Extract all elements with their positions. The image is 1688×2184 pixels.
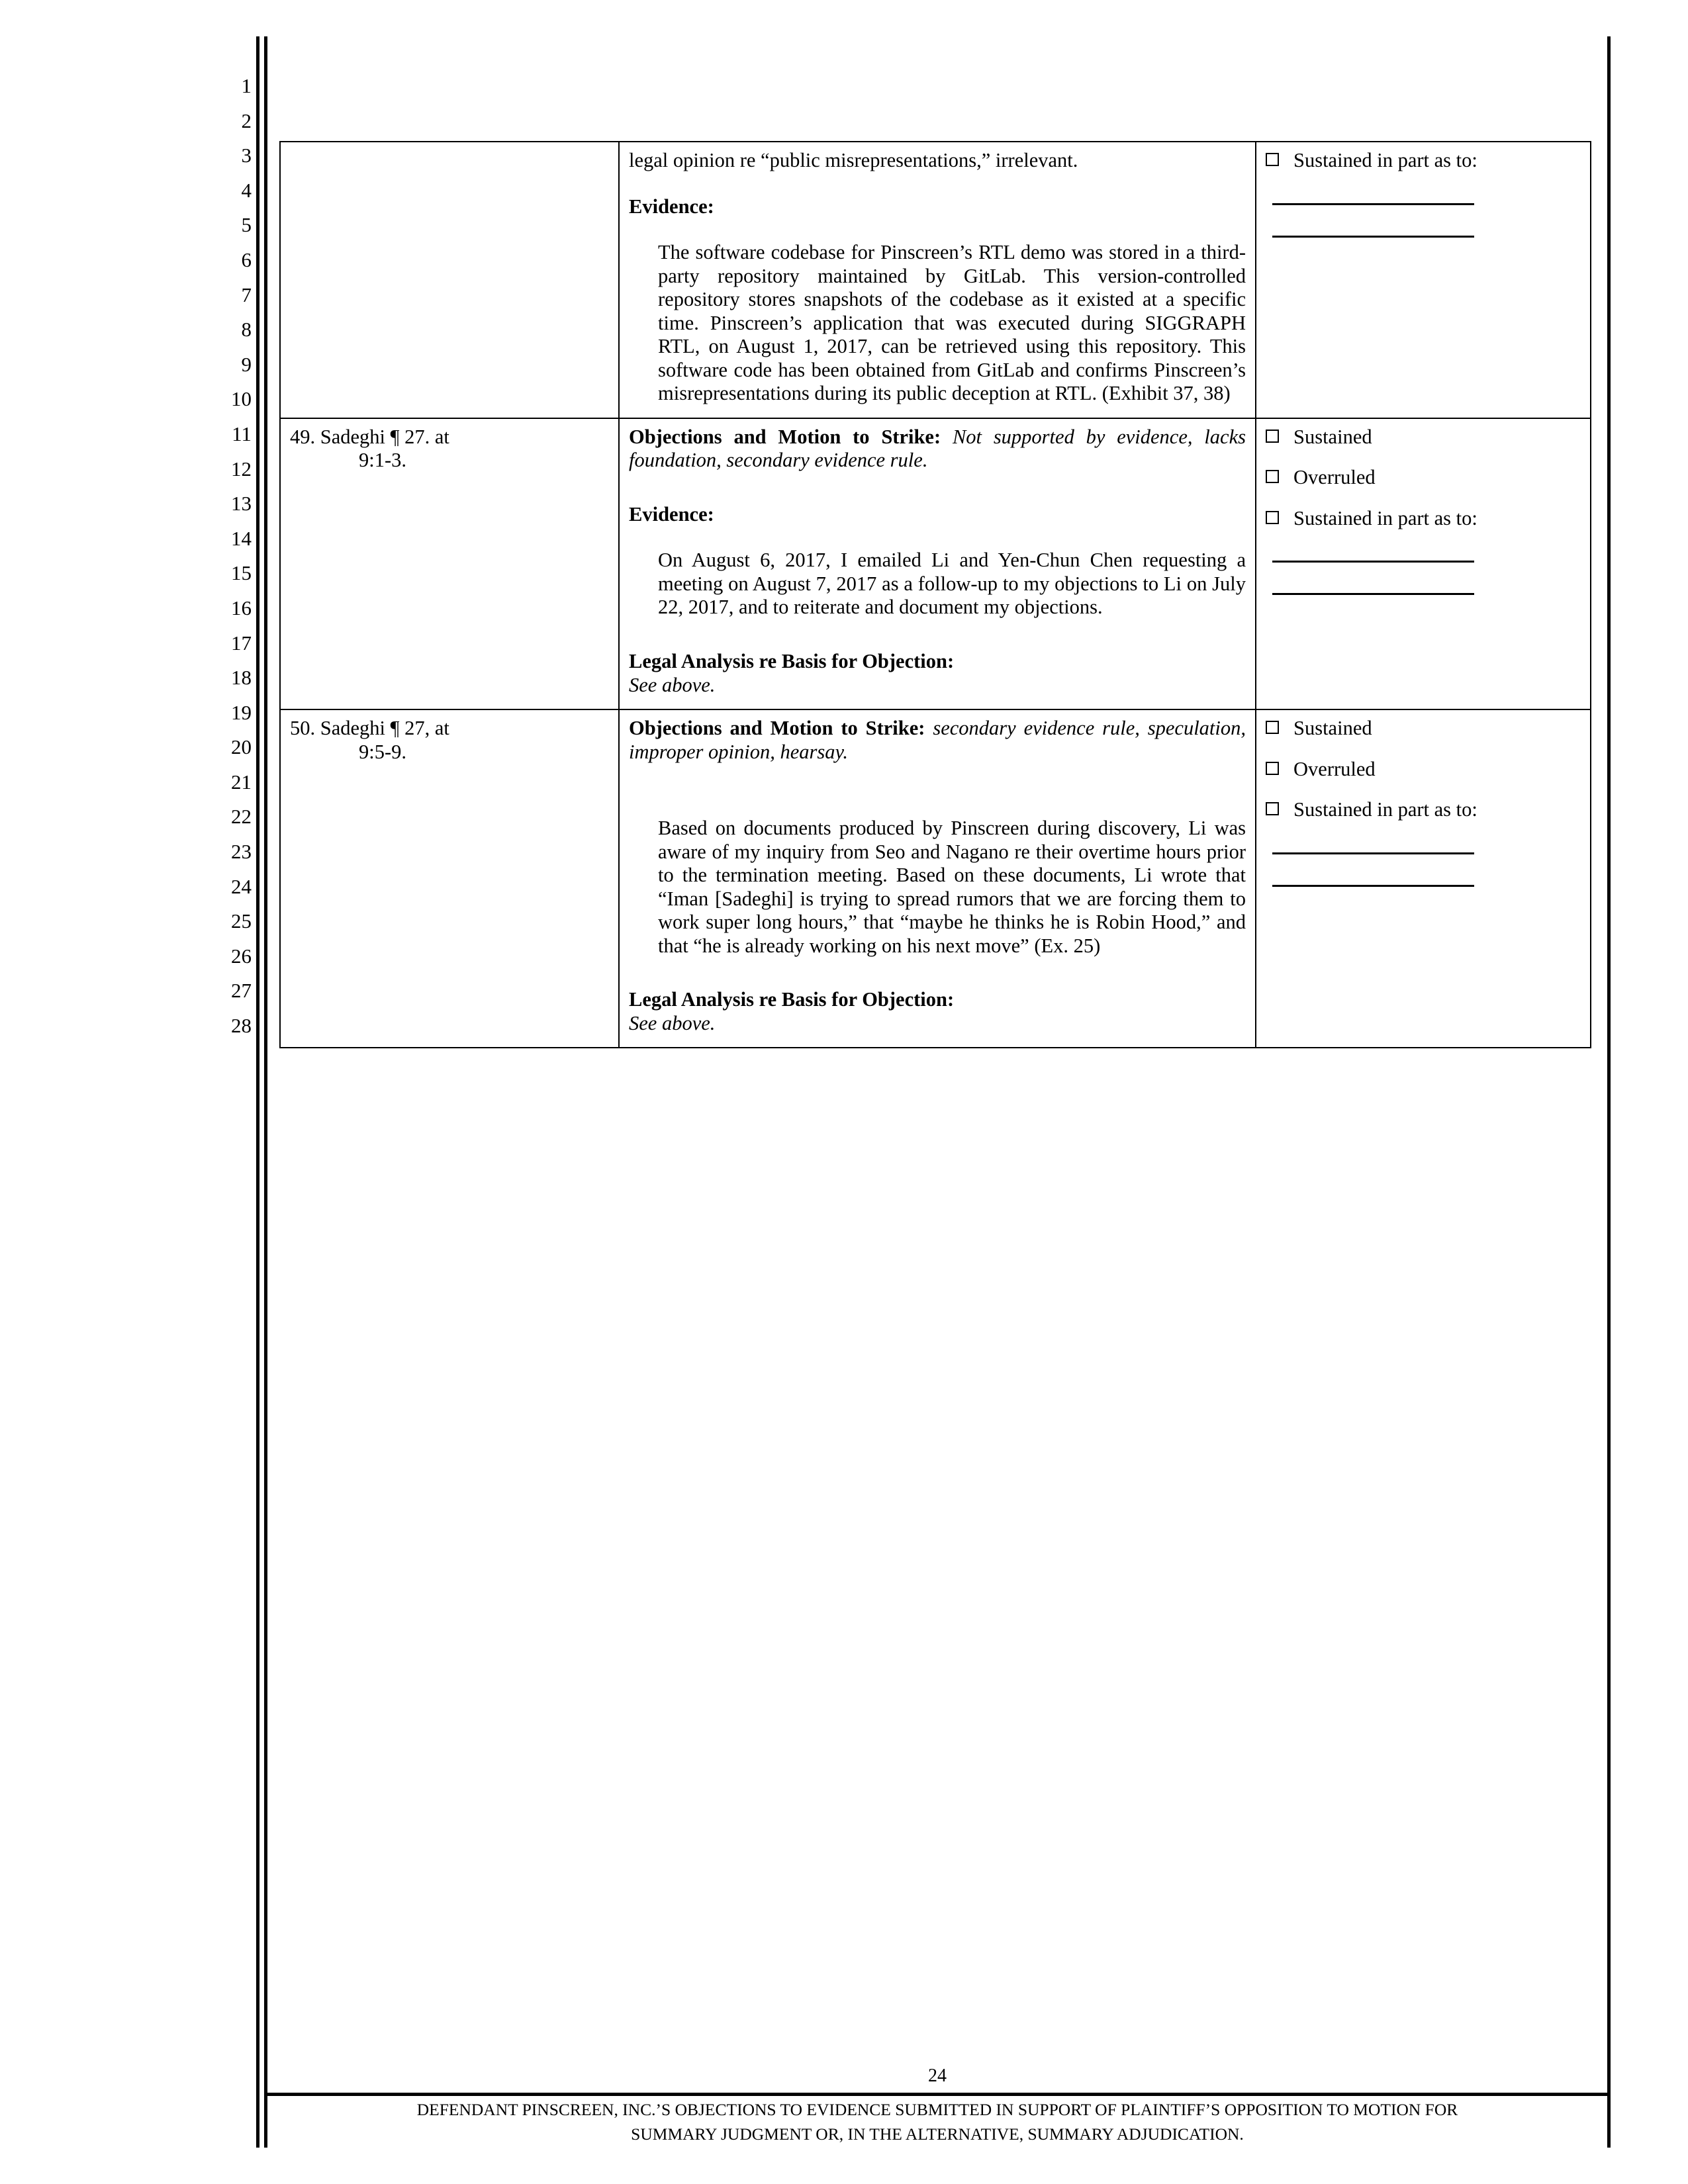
- table-row: [280, 709, 1591, 1048]
- line-number: 28: [231, 1014, 252, 1038]
- checkbox-icon[interactable]: [1266, 511, 1279, 524]
- ruling-option-sustained-in-part[interactable]: [1266, 507, 1581, 531]
- line-number: 7: [241, 283, 252, 306]
- table-row: [280, 418, 1591, 709]
- evidence-text: The software codebase for Pinscreen’s RTL demo was stored in a third-party repository maintained by GitLab. This version-controlled repository stores snapshots of the codebase as it existed at a specific time. Pinscreen’s application that was executed during SIGGRAPH RTL, on August 1, 2017, can be retrieved using this repository. This software code has been obtained from GitLab and confirms Pinscreen’s misrepresentations during its public deception at RTL. (Exhibit 37, 38): [658, 241, 1246, 405]
- checkbox-icon[interactable]: [1266, 430, 1279, 443]
- line-number: 25: [231, 909, 252, 933]
- ruling-cell: [1256, 418, 1591, 709]
- evidence-label: Evidence:: [629, 195, 714, 218]
- line-number: 5: [241, 213, 252, 237]
- citation-line-1: 49. Sadeghi ¶ 27. at: [290, 425, 449, 448]
- line-number: 13: [231, 492, 252, 516]
- objection-grounds: secondary evidence rule, speculation, improper opinion, hearsay.: [629, 717, 1246, 763]
- citation-text: [290, 717, 609, 764]
- line-number: 19: [231, 700, 252, 724]
- checkbox-icon[interactable]: [1266, 762, 1279, 775]
- line-number: 26: [231, 944, 252, 968]
- citation-cell: [280, 709, 619, 1048]
- page-number: 24: [928, 2066, 947, 2086]
- objections-table: [279, 141, 1591, 1048]
- objection-label: Objections and Motion to Strike:: [629, 425, 941, 448]
- objection-cell: [619, 418, 1256, 709]
- ruling-cell: [1256, 142, 1591, 418]
- ruling-option-label: Overruled: [1293, 757, 1376, 780]
- ruling-cell: [1256, 709, 1591, 1048]
- line-number: 24: [231, 874, 252, 898]
- legal-analysis-label: Legal Analysis re Basis for Objection:: [629, 649, 955, 672]
- ruling-option-sustained-in-part[interactable]: [1266, 149, 1581, 173]
- spacer: [629, 794, 1246, 817]
- ruling-option-label: Sustained: [1293, 717, 1372, 740]
- spacer: [629, 526, 1246, 549]
- spacer: [629, 218, 1246, 241]
- citation-line-2: 9:1-3.: [359, 449, 407, 472]
- objection-label: Objections and Motion to Strike:: [629, 717, 925, 740]
- line-number: 6: [241, 248, 252, 271]
- line-number: 4: [241, 178, 252, 202]
- ruling-blank-line[interactable]: [1272, 561, 1474, 563]
- legal-analysis-label: Legal Analysis re Basis for Objection:: [629, 988, 955, 1011]
- spacer: [629, 958, 1246, 988]
- evidence-label: Evidence:: [629, 502, 714, 525]
- citation-line-1: 50. Sadeghi ¶ 27, at: [290, 717, 449, 740]
- ruling-option-label: Sustained in part as to:: [1293, 506, 1477, 529]
- ruling-option-label: Sustained in part as to:: [1293, 149, 1477, 171]
- line-number: 27: [231, 979, 252, 1003]
- line-number: 17: [231, 631, 252, 655]
- ruling-blank-line[interactable]: [1272, 236, 1474, 238]
- objection-grounds: Not supported by evidence, lacks foundation, secondary evidence rule.: [629, 425, 1246, 472]
- line-number: 15: [231, 561, 252, 585]
- line-number: 18: [231, 666, 252, 690]
- ruling-option-sustained[interactable]: [1266, 426, 1581, 449]
- objection-block: [629, 717, 1246, 764]
- footer-divider: [267, 2093, 1607, 2096]
- ruling-option-label: Sustained: [1293, 425, 1372, 448]
- pleading-rule-left-outer: [256, 36, 259, 2148]
- line-number: 1: [241, 74, 252, 97]
- line-number: 21: [231, 770, 252, 794]
- objection-block: [629, 426, 1246, 473]
- legal-analysis-text: See above.: [629, 673, 716, 696]
- ruling-option-overruled[interactable]: [1266, 466, 1581, 490]
- objection-cell: [619, 142, 1256, 418]
- table-row: [280, 142, 1591, 418]
- citation-line-2: 9:5-9.: [359, 740, 407, 763]
- spacer: [629, 619, 1246, 650]
- pleading-rule-left-inner: [264, 36, 267, 2148]
- legal-analysis-text: See above.: [629, 1011, 716, 1034]
- spacer: [629, 764, 1246, 794]
- citation-text: [290, 426, 609, 473]
- line-number-gutter: [199, 66, 252, 1041]
- ruling-blank-line[interactable]: [1272, 203, 1474, 205]
- citation-cell: [280, 142, 619, 418]
- line-number: 10: [231, 387, 252, 411]
- objection-continuation-text: legal opinion re “public misrepresentations,” irrelevant.: [629, 149, 1078, 171]
- footer-line-2: SUMMARY JUDGMENT OR, IN THE ALTERNATIVE, SUMMARY ADJUDICATION.: [631, 2124, 1244, 2144]
- pleading-rule-right: [1607, 36, 1611, 2148]
- checkbox-icon[interactable]: [1266, 721, 1279, 734]
- citation-cell: [280, 418, 619, 709]
- evidence-text: On August 6, 2017, I emailed Li and Yen-Chun Chen requesting a meeting on August 7, 2017 as a follow-up to my objections to Li on July 22, 2017, and to reiterate and document my objections.: [658, 549, 1246, 619]
- line-number: 9: [241, 352, 252, 376]
- checkbox-icon[interactable]: [1266, 153, 1279, 166]
- ruling-blank-line[interactable]: [1272, 593, 1474, 595]
- checkbox-icon[interactable]: [1266, 470, 1279, 483]
- ruling-option-sustained[interactable]: [1266, 717, 1581, 741]
- line-number: 16: [231, 596, 252, 619]
- checkbox-icon[interactable]: [1266, 802, 1279, 815]
- ruling-blank-line[interactable]: [1272, 885, 1474, 887]
- ruling-option-label: Overruled: [1293, 466, 1376, 489]
- ruling-option-label: Sustained in part as to:: [1293, 798, 1477, 821]
- ruling-blank-line[interactable]: [1272, 852, 1474, 854]
- line-number: 20: [231, 735, 252, 759]
- footer-line-1: DEFENDANT PINSCREEN, INC.’S OBJECTIONS TO EVIDENCE SUBMITTED IN SUPPORT OF PLAINTIFF’S OPPOSITION TO MOTION FOR: [416, 2100, 1458, 2119]
- line-number: 12: [231, 457, 252, 480]
- line-number: 11: [232, 422, 252, 445]
- objection-cell: [619, 709, 1256, 1048]
- evidence-text: Based on documents produced by Pinscreen during discovery, Li was aware of my inquiry from Seo and Nagano re their overtime hours prior to the termination meeting. Based on these documents, Li wrote that “Iman [Sadeghi] is trying to spread rumors that we are forcing them to work super long hours,” that “maybe he thinks he is Robin Hood,” and that “he is already working on his next move” (Ex. 25): [658, 817, 1246, 957]
- spacer: [629, 173, 1246, 195]
- line-number: 23: [231, 840, 252, 864]
- line-number: 22: [231, 805, 252, 829]
- line-number: 14: [231, 526, 252, 550]
- line-number: 3: [241, 144, 252, 167]
- spacer: [629, 473, 1246, 503]
- footer-caption: [267, 2098, 1607, 2146]
- ruling-option-overruled[interactable]: [1266, 758, 1581, 782]
- line-number: 8: [241, 318, 252, 341]
- line-number: 2: [241, 109, 252, 132]
- ruling-option-sustained-in-part[interactable]: [1266, 798, 1581, 822]
